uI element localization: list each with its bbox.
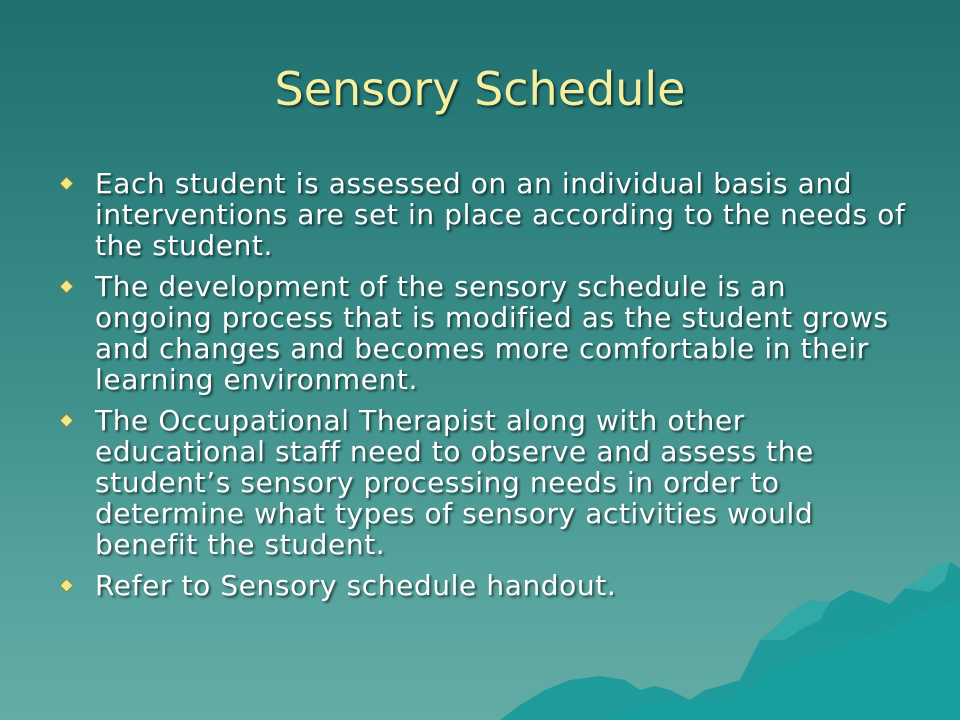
bullet-text: Refer to Sensory schedule handout. — [95, 569, 617, 602]
diamond-bullet-icon — [60, 177, 73, 190]
bullet-item — [58, 405, 908, 560]
diamond-bullet-icon — [60, 579, 73, 592]
bullet-text: Each student is assessed on an individual basis and interventions are set in place according to the needs of the student. — [95, 167, 906, 262]
bullet-text: The development of the sensory schedule is an ongoing process that is modified as the student grows and changes and becomes more comfortable in their learning environment. — [95, 270, 889, 396]
bullet-list — [58, 168, 908, 611]
bullet-item — [58, 570, 908, 601]
slide-title: Sensory Schedule — [274, 62, 686, 116]
bullet-text: The Occupational Therapist along with other educational staff need to observe and assess the student’s sensory processing needs in order to determine what types of sensory activities would benefit the student. — [95, 404, 814, 561]
bullet-item — [58, 168, 908, 261]
diamond-bullet-icon — [60, 280, 73, 293]
bullet-item — [58, 271, 908, 395]
diamond-bullet-icon — [60, 414, 73, 427]
